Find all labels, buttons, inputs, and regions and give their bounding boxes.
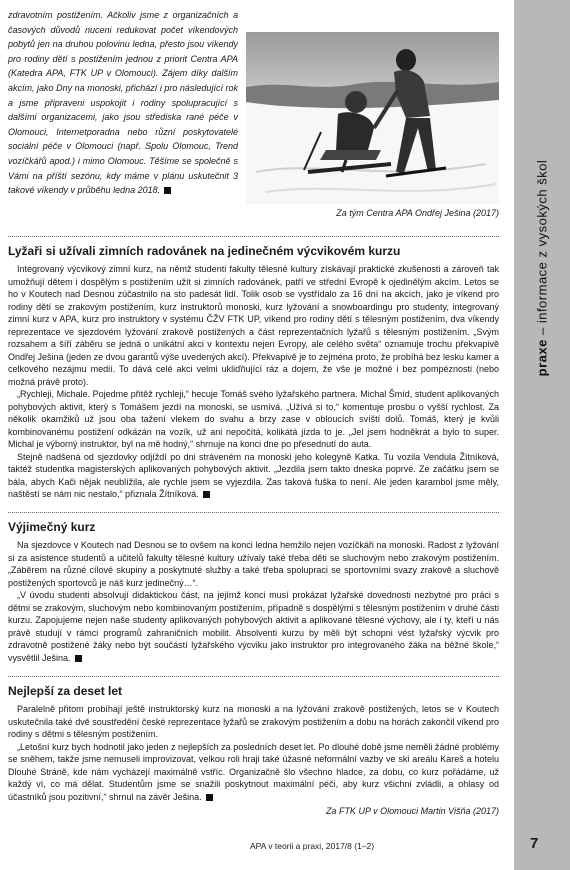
paragraph: „V úvodu studenti absolvují didaktickou část, na jejímž konci musí prokázat lyžařské dovednosti nezbytné pro práci s dětmi se zrakovým, sluchovým nebo kombinovaným postižením, případně s dospělými s tělesným postižením v druhé části kurzu. Zapojujeme nejen naše studenty aplikovaných pohybových aktivit a aplikované tělesné výchovy, ale i ty, kteří u nás právě studují v rámci programů zahraničních mobilit. Absolventi kurzu by měli být schopni vést lyžařský výcvik pro zdravotně postižené žáky nebo být součástí lyžařského výcviku jako instruktor pro integrovaného žáka na běžné škole,“ vysvětlil Ješina. — [8, 590, 499, 663]
section-divider — [8, 236, 499, 237]
end-mark — [164, 187, 171, 194]
end-mark — [203, 491, 210, 498]
paragraph: „Letošní kurz bych hodnotil jako jeden z nejlepších za posledních deset let. Po dlouhé době jsme neměli žádné problémy se sněhem, takže jsme nemuseli improvizovat, velkou roli hraji také úžasné neformální vazby ve ski areálu Kareš a hotelu Dlouhé Stráně, kde nám vycházejí maximálně vstříc. Organizačně šlo všechno hladce, za dobu, co kurz pořádáme, už každý ví, co má dělat. Studentům jsme se snažili poskytnout maximální péči, aby kurz všichni zvládli, a ohlasy od účastníků jsou pozitivní,“ shrnul na závěr Ješina. — [8, 741, 499, 802]
end-mark — [75, 655, 82, 662]
section-vyjimecny-kurz — [8, 520, 499, 664]
paragraph: Paralelně přitom probíhají ještě instruktorský kurz na monoski a na lyžování zrakově postižených, letos se v Koutech uskutečnila také dvě soustředění české reprezentace lyžařů se zrakovým postižením a dobu na horách zakončil víkend pro rodiny s dětmi s tělesným postižením. — [8, 704, 499, 739]
page-number: 7 — [530, 835, 539, 852]
monoski-photo-illustration — [246, 32, 499, 204]
paragraph: Integrovaný výcvikový zimní kurz, na němž studenti fakulty tělesné kultury získávají praktické zkušenosti a zároveň tak umožňují dětem i dospělým s postižením užít si zimních radovánek, patří ve střední Evropě k ojedinělým akcím. Letos se ho v Koutech nad Desnou zúčastnilo na sto padesát lidí. Tolik osob se vystřídalo za 16 dní na akcích, jako je víkend pro rodiny dětí se zrakovým postižením, kurz instruktorů monoski, kurz lyžování a snowboardingu pro studenty, integrovaný zimní kurz v APA, kurz pro instruktory v systému ČŽV FTK UP, víkend pro rodiny dětí s tělesným postižením, dva víkendy reprezentace ve sjezdovém lyžování zrakově postižených a část reprezentačních lyžařů s tělesným postižením. „Svým rozsahem a šíří záběru se jedná o unikátní akci v kontextu nejen Evropy, ale celého světa“ oznamuje trochu překvapivě Ondřej Ješina (jeden ze dvou garantů výše uvedených akcí). Překvapivě je to zejména proto, že probíhá bez lesku kamer a celkového nezájmu medií. To dává celé akci velmi ukliďňující ráz a dojem, že vše je možné i bez pompéznosti (nebo možná právě proto). — [8, 264, 499, 387]
section-title: Lyžaři si užívali zimních radovánek na jedinečném výcvikovém kurzu — [8, 244, 401, 258]
section-title: Výjimečný kurz — [8, 520, 96, 534]
photo-caption: Za tým Centra APA Ondřej Ješina (2017) — [336, 208, 499, 218]
intro-continuation: zdravotním postižením. Ačkoliv jsme z organizačních a časových důvodů nuceni redukovat počet víkendových pobytů jen na druhou polovinu ledna, přesto jsou víkendy pro rodiny dětí s postižením jednou z priorit Centra APA (Katedra APA, FTK UP v Olomouci). Zájem díky dalším akcím, jako Dny na monoski, přichází i pro následující rok a jsme připraveni uspokojit i rodiny spolupracující s dalšími organizacemi, jako jsou střediska rané péče v Olomouci, Internetporadna nebo různí poskytovatelé sociální péče v Olomouci (např. Spolu Olomouc, Trend vozíčkářů apod.) i mimo Olomouc. Těšíme se společně s Vámi na příští sezónu, kdy máme v plánu uskutečnit 3 takové víkendy v průběhu ledna 2018. — [8, 10, 238, 196]
paragraph: „Rychleji, Michale. Pojedme přitěž rychleji,“ hecuje Tomáš svého lyžařského partnera. Michal Šmíd, student aplikovaných pohybových aktivit, který s Tomášem jezdí na monoski, se usmívá. „Užívá si to,“ komentuje prosbu o vyšší rychlost. Za několik okamžiků už jsou oba tažení vlekem do svahu a brzy zase v obloucích svíští dolů. Tomáš, který je kvůli kombinovanému postižení odkázán na vozík, už ani nepočítá, kolikátá jízda to je. „Jel jsem hodněkrát a bylo to super. Michal je výborný instruktor, byl na mě hodný,“ shrnuje na konci dne po přesednutí do auta. — [8, 389, 499, 449]
author-credit: Za FTK UP v Olomouci Martin Višňa (2017) — [325, 806, 499, 816]
section-divider — [8, 512, 499, 513]
section-title: Nejlepší za deset let — [8, 684, 123, 698]
section-lyzari — [8, 244, 499, 501]
sidebar-label: praxe – informace z vysokých škol — [534, 159, 550, 377]
page-footer: APA v teorii a praxi, 2017/8 (1–2) — [250, 841, 375, 851]
section-divider — [8, 676, 499, 677]
ski-photo — [246, 32, 499, 204]
paragraph: Na sjezdovce v Koutech nad Desnou se to ovšem na konci ledna hemžilo nejen vozíčkáři na monoski. Radost z lyžování si za asistence studentů a učitelů fakulty tělesné kultury užívaly také třeba děti se sluchovým nebo zrakovým postižením. „Záběrem na různé cílové skupiny a poskytnuté služby a také třeba spolupraci se sportovními svazy zrakově a sluchově postižených sportovců je náš kurz jedinečný…“. — [8, 540, 499, 588]
paragraph: Stejně nadšená od sjezdovky odjíždí po dni stráveném na monoski jeho kolegyně Katka. Tu vozila Vendula Žítníková, taktéž studentka magisterských aplikovaných pohybových aktivit. „Jezdila jsem takto dneska poprvé. Ze začátku jsem se bála, abych Kači nějak neublížila, ale rychle jsem se vyjezdila. Zas taková fuška to není. Ale jeden karambol jsme měly, naštěstí se nám nic nestalo,“ přiznala Žítníková. — [8, 451, 499, 499]
end-mark — [206, 794, 213, 801]
section-sidebar — [514, 0, 570, 870]
section-nejlepsi — [8, 684, 499, 818]
